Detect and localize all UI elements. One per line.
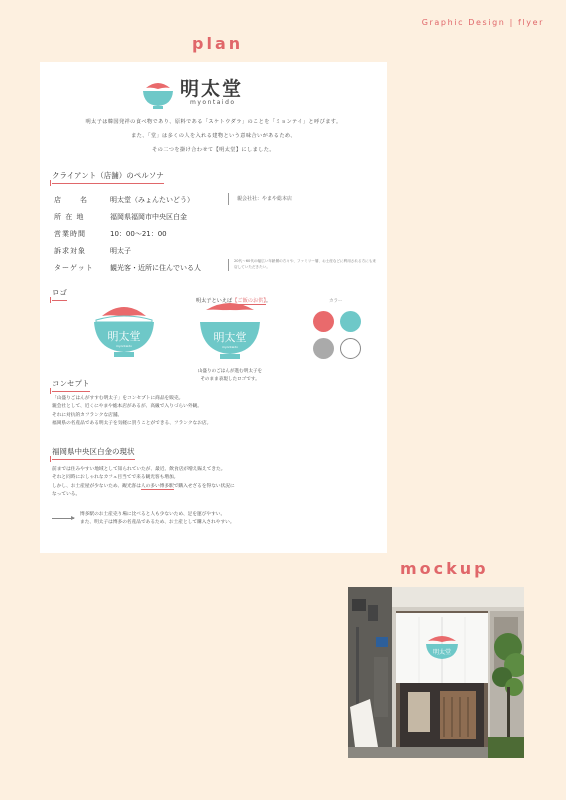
persona-value: 観光客・近所に住んでいる人 xyxy=(110,264,201,272)
brand-name: 明太堂 xyxy=(180,78,244,100)
target-note: 20代〜60代の幅広い年齢層の方々や、ファミリー層、お土産などに利用される方にも来店していただきたい。 xyxy=(228,259,378,271)
bowl-sub: myontaido xyxy=(115,344,133,348)
bowl-logo-icon xyxy=(196,300,264,362)
arrow-text xyxy=(80,511,235,528)
concept-heading: コンセプト xyxy=(52,378,90,392)
persona-row xyxy=(54,246,131,256)
bowl-sub: myontaido xyxy=(221,345,239,349)
bowl-logo-icon xyxy=(140,78,176,110)
storefront-illustration xyxy=(348,587,524,758)
noren-logo-text: 明太堂 xyxy=(432,649,452,656)
persona-key: 営業時間 xyxy=(54,230,86,238)
status-line: なっている。 xyxy=(52,491,81,497)
persona-row xyxy=(54,212,187,222)
persona-row xyxy=(54,195,194,205)
parent-company-note: 親会社社：やまや総本店 xyxy=(228,193,292,205)
status-line-suffix: で購入せざるを得ない状況に xyxy=(173,483,235,489)
status-text xyxy=(52,466,382,499)
status-line xyxy=(52,483,382,491)
persona-value: 10：00〜21：00 xyxy=(110,230,167,238)
concept-text xyxy=(52,395,382,428)
persona-value: 明太堂（みょんたいどう） xyxy=(110,196,194,204)
persona-heading: クライアント（店舗）のペルソナ xyxy=(52,170,164,184)
status-heading: 福岡県中央区白金の現状 xyxy=(52,446,135,460)
persona-key: 訴求対象 xyxy=(54,247,86,255)
concept-line: 親会社として、近くにやまや総本店があるが、高級で入りづらい外観。 xyxy=(52,404,202,410)
persona-value: 福岡県福岡市中央区白金 xyxy=(110,213,187,221)
arrow-right-icon xyxy=(52,518,74,519)
persona-key: 店 名 xyxy=(54,196,93,204)
brand-logo xyxy=(140,74,280,114)
intro-line: 明太子は韓国発祥の食べ物であり、原料である「スケトウダラ」のことを「ミョンテイ」と呼びます。 xyxy=(85,119,342,125)
bowl-logo-icon xyxy=(90,300,158,360)
persona-key: 所 在 地 xyxy=(54,213,85,221)
brand-romaji: myontaido xyxy=(190,99,236,106)
logo-description-line: そのまま表現したロゴです。 xyxy=(200,377,260,382)
logo-heading: ロゴ xyxy=(52,287,67,301)
status-line-highlight: 人の多い博多駅 xyxy=(140,483,174,489)
flyer-sheet xyxy=(40,62,387,553)
mockup-photo xyxy=(348,587,524,758)
status-line-prefix: しかし、お土産屋が少ないため、観光客は xyxy=(52,483,141,489)
status-line: 前までは住みやすい地域として知られていたが、最近、飲食店が増え賑えてきた。 xyxy=(52,467,226,472)
intro-line: また、「堂」は多くの人を入れる建物という意味合いがあるため、 xyxy=(131,133,296,139)
logo-caption-suffix: 。 xyxy=(265,298,272,304)
concept-line: それに対抗的カフランクな店舗。 xyxy=(52,412,123,418)
intro-line: その二つを掛け合わせて【明太堂】にしました。 xyxy=(152,147,275,153)
bowl-text: 明太堂 xyxy=(107,330,141,343)
persona-row xyxy=(54,229,167,239)
logo-caption-highlight: 【ご飯のお供】 xyxy=(232,298,266,304)
arrow-text-line: また、明太子は博多の名産品であるため、お土産として購入されやすい。 xyxy=(80,520,235,526)
bowl-text: 明太堂 xyxy=(213,331,247,344)
logo-caption-prefix: 明太子といえば xyxy=(195,298,233,304)
persona-key: ターゲット xyxy=(54,264,94,272)
logo-description xyxy=(180,368,280,384)
persona-row xyxy=(54,263,201,273)
mockup-title: mockup xyxy=(400,559,489,578)
persona-value: 明太子 xyxy=(110,247,131,255)
plan-title: plan xyxy=(192,34,244,53)
logo-description-line: 山盛りのごはんが進む明太子を xyxy=(197,369,263,374)
arrow-text-line: 博多駅のお土産売り場に比べると人も少ないため、足を運びやすい。 xyxy=(80,512,226,517)
color-swatch-gray xyxy=(313,338,334,359)
corner-label: Graphic Design | flyer xyxy=(421,18,544,27)
color-label: カラー xyxy=(329,299,343,304)
status-line: それと同時におしゃれなカフェ目当てで来る観光客も増加。 xyxy=(52,475,179,481)
concept-line: 「山盛りごはんがすすむ明太子」をコンセプトに商品を販売。 xyxy=(52,396,184,401)
color-swatch-teal xyxy=(340,311,361,332)
color-swatch-red xyxy=(313,311,334,332)
color-swatch-white xyxy=(340,338,361,359)
concept-line: 福岡県の名産品である明太子を気軽に買うことができる、フランクなお店。 xyxy=(52,420,212,426)
